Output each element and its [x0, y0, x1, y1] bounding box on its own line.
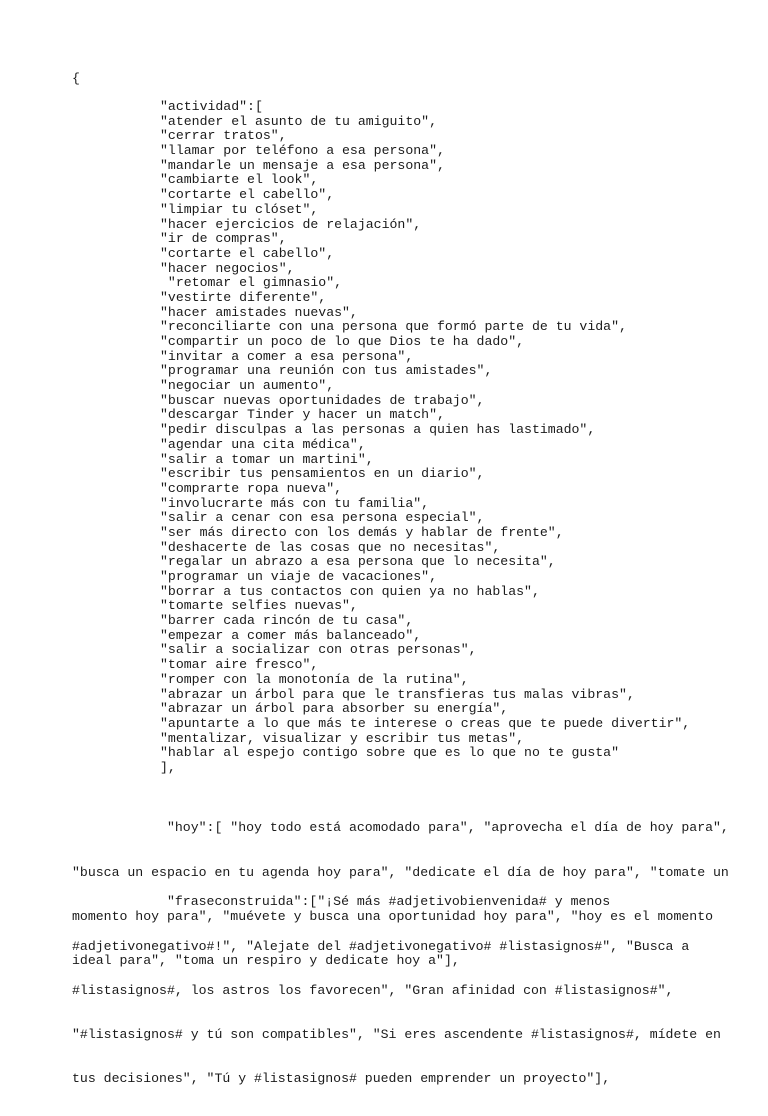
code-line: "programar un viaje de vacaciones",	[160, 569, 437, 584]
code-line: #listasignos#, los astros los favorecen", "Gran afinidad con #listasignos#",	[72, 982, 674, 998]
code-line: "empezar a comer más balanceado",	[160, 627, 422, 643]
code-line: "descargar Tinder y hacer un match",	[160, 407, 445, 423]
code-line: "salir a socializar con otras personas",	[160, 642, 477, 658]
code-line: ],	[160, 759, 176, 775]
code-line: "comprarte ropa nueva",	[160, 480, 343, 496]
code-line: "agendar una cita médica",	[160, 436, 366, 452]
code-line: "escribir tus pensamientos en un diario",	[160, 466, 485, 482]
code-line: "fraseconstruida":["¡Sé más #adjetivobienvenida# y menos	[72, 894, 611, 910]
code-line: "hoy":[ "hoy todo está acomodado para", "aprovecha el día de hoy para",	[72, 820, 729, 836]
code-line: "apuntarte a lo que más te interese o creas que te puede divertir",	[160, 715, 691, 731]
code-line: "deshacerte de las cosas que no necesitas",	[160, 539, 501, 555]
code-line: "salir a tomar un martini",	[160, 451, 374, 467]
code-line: "hacer ejercicios de relajación",	[160, 216, 422, 232]
code-line: "limpiar tu clóset",	[160, 201, 319, 217]
code-line: #adjetivonegativo#!", "Alejate del #adjetivonegativo# #listasignos#", "Busca a	[72, 938, 690, 954]
code-line: "involucrarte más con tu familia",	[160, 495, 430, 511]
code-line: "cortarte el cabello",	[160, 245, 335, 261]
code-line: "cerrar tratos",	[160, 128, 287, 144]
code-line: "tomar aire fresco",	[160, 657, 319, 673]
open-brace: {	[72, 71, 80, 86]
code-line: "retomar el gimnasio",	[160, 275, 343, 291]
actividad-array	[160, 100, 690, 776]
code-line: "programar una reunión con tus amistades",	[160, 363, 493, 379]
code-line: "negociar un aumento",	[160, 378, 335, 394]
code-line: "buscar nuevas oportunidades de trabajo",	[160, 392, 485, 408]
code-line: "hacer amistades nuevas",	[160, 304, 358, 320]
code-line: "romper con la monotonía de la rutina",	[160, 671, 469, 687]
code-line: "borrar a tus contactos con quien ya no hablas",	[160, 583, 540, 599]
code-line: "#listasignos# y tú son compatibles", "Si eres ascendente #listasignos#, mídete en	[72, 1026, 721, 1042]
code-line: "actividad":[	[160, 99, 263, 114]
code-line: "abrazar un árbol para absorber su energía",	[160, 701, 509, 717]
code-line: "hacer negocios",	[160, 260, 295, 276]
code-line: "atender el asunto de tu amiguito",	[160, 113, 437, 129]
code-line: "pedir disculpas a las personas a quien has lastimado",	[160, 422, 596, 438]
code-line: "reconciliarte con una persona que formó parte de tu vida",	[160, 319, 627, 335]
code-line: momento hoy para", "muévete y busca una oportunidad hoy para", "hoy es el momento	[72, 908, 714, 924]
code-line: "salir a cenar con esa persona especial",	[160, 510, 485, 526]
code-line: "abrazar un árbol para que le transfieras tus malas vibras",	[160, 686, 635, 702]
code-line: "cambiarte el look",	[160, 172, 319, 188]
code-line: ideal para", "toma un respiro y dedicate hoy a"],	[72, 952, 460, 968]
code-line: "ser más directo con los demás y hablar de frente",	[160, 524, 564, 540]
code-line: "mandarle un mensaje a esa persona",	[160, 157, 445, 173]
code-line: "regalar un abrazo a esa persona que lo necesita",	[160, 554, 556, 570]
code-line: "compartir un poco de lo que Dios te ha dado",	[160, 334, 525, 349]
code-line: "barrer cada rincón de tu casa",	[160, 613, 414, 629]
code-line: "hablar al espejo contigo sobre que es lo que no te gusta"	[160, 745, 619, 761]
code-line: tus decisiones", "Tú y #listasignos# pueden emprender un proyecto"],	[72, 1070, 611, 1086]
code-line: "busca un espacio en tu agenda hoy para", "dedicate el día de hoy para", "tomate un	[72, 864, 729, 880]
code-line: "tomarte selfies nuevas",	[160, 598, 358, 614]
fraseconstruida-paragraph	[72, 864, 729, 1116]
code-line: "ir de compras",	[160, 231, 287, 247]
code-line: "mentalizar, visualizar y escribir tus metas",	[160, 730, 525, 746]
code-line: "cortarte el cabello",	[160, 187, 335, 203]
code-line: "llamar por teléfono a esa persona",	[160, 143, 445, 159]
code-line: "invitar a comer a esa persona",	[160, 348, 414, 364]
code-line: "vestirte diferente",	[160, 289, 327, 305]
